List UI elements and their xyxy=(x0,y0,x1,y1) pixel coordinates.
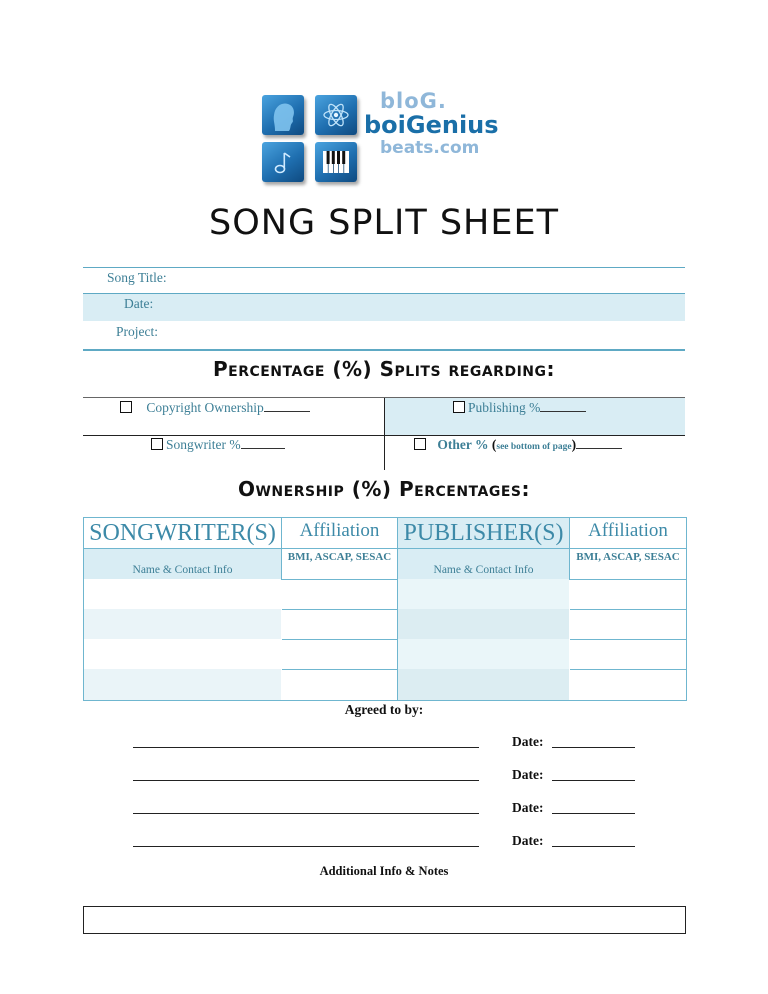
publishing-blank[interactable] xyxy=(540,401,586,412)
affiliation-subheader: BMI, ASCAP, SESAC xyxy=(282,549,398,580)
notes-box[interactable] xyxy=(83,906,686,934)
date-label: Date: xyxy=(124,296,154,311)
copyright-option[interactable] xyxy=(120,400,310,416)
table-cell[interactable] xyxy=(282,670,398,700)
signature-line[interactable] xyxy=(133,846,479,847)
logo-boigenius-text: boiGenius xyxy=(364,111,499,139)
divider xyxy=(384,398,385,470)
publishing-label: Publishing % xyxy=(468,400,541,415)
date-line[interactable] xyxy=(552,813,635,814)
table-cell[interactable] xyxy=(570,640,686,670)
date-label: Date: xyxy=(512,767,544,782)
other-paren-open: ( xyxy=(491,437,497,452)
songwriter-label: Songwriter % xyxy=(166,437,241,452)
additional-info-label: Additional Info & Notes xyxy=(319,864,449,878)
rule xyxy=(83,293,685,294)
songwriter-entries[interactable] xyxy=(84,580,281,700)
other-checkbox[interactable] xyxy=(414,438,426,450)
songwriters-header: SONGWRITER(S) xyxy=(84,518,282,549)
table-cell[interactable] xyxy=(570,610,686,640)
copyright-checkbox[interactable] xyxy=(120,401,132,413)
atom-icon xyxy=(315,95,357,135)
other-label: Other % xyxy=(437,437,489,452)
date-line[interactable] xyxy=(552,780,635,781)
date-field[interactable] xyxy=(83,293,685,321)
project-label: Project: xyxy=(116,324,158,339)
date-label: Date: xyxy=(512,833,544,848)
affiliation-subheader: BMI, ASCAP, SESAC xyxy=(570,549,686,580)
table-cell[interactable] xyxy=(282,610,398,640)
publishers-header: PUBLISHER(S) xyxy=(398,518,570,549)
affiliation-header: Affiliation xyxy=(282,518,398,549)
date-line[interactable] xyxy=(552,846,635,847)
signature-line[interactable] xyxy=(133,747,479,748)
name-contact-subheader: Name & Contact Info xyxy=(84,549,282,580)
songwriter-option[interactable] xyxy=(151,437,285,453)
table-cell[interactable] xyxy=(282,580,398,610)
date-label: Date: xyxy=(512,734,544,749)
name-contact-subheader: Name & Contact Info xyxy=(398,549,570,580)
ownership-table xyxy=(83,517,687,701)
rule xyxy=(83,349,685,351)
logo-blog-text: bloG. xyxy=(380,89,447,113)
table-cell[interactable] xyxy=(570,580,686,610)
head-silhouette-icon xyxy=(262,95,304,135)
publisher-entries[interactable] xyxy=(398,580,569,700)
page-title: SONG SPLIT SHEET xyxy=(209,203,559,243)
splits-heading: Percentage (%) Splits regarding: xyxy=(212,357,556,381)
copyright-label: Copyright Ownership xyxy=(146,400,264,415)
signature-line[interactable] xyxy=(133,780,479,781)
songwriter-blank[interactable] xyxy=(241,438,285,449)
music-note-icon xyxy=(262,142,304,182)
affiliation-header: Affiliation xyxy=(570,518,686,549)
songwriter-checkbox[interactable] xyxy=(151,438,163,450)
logo-beats-text: beats.com xyxy=(380,138,480,158)
publishing-checkbox[interactable] xyxy=(453,401,465,413)
rule xyxy=(83,267,685,268)
table-cell[interactable] xyxy=(282,640,398,670)
other-paren-close: ) xyxy=(571,437,577,452)
other-note: see bottom of page xyxy=(496,442,572,452)
piano-keys-icon xyxy=(315,142,357,182)
copyright-blank[interactable] xyxy=(264,401,310,412)
other-option[interactable] xyxy=(414,437,622,453)
ownership-heading: Ownership (%) Percentages: xyxy=(237,477,530,501)
date-line[interactable] xyxy=(552,747,635,748)
song-title-label: Song Title: xyxy=(107,270,167,285)
agreed-label: Agreed to by: xyxy=(344,702,424,717)
date-label: Date: xyxy=(512,800,544,815)
signature-line[interactable] xyxy=(133,813,479,814)
publishing-option[interactable] xyxy=(453,400,586,416)
other-blank[interactable] xyxy=(576,438,622,449)
table-cell[interactable] xyxy=(570,670,686,700)
